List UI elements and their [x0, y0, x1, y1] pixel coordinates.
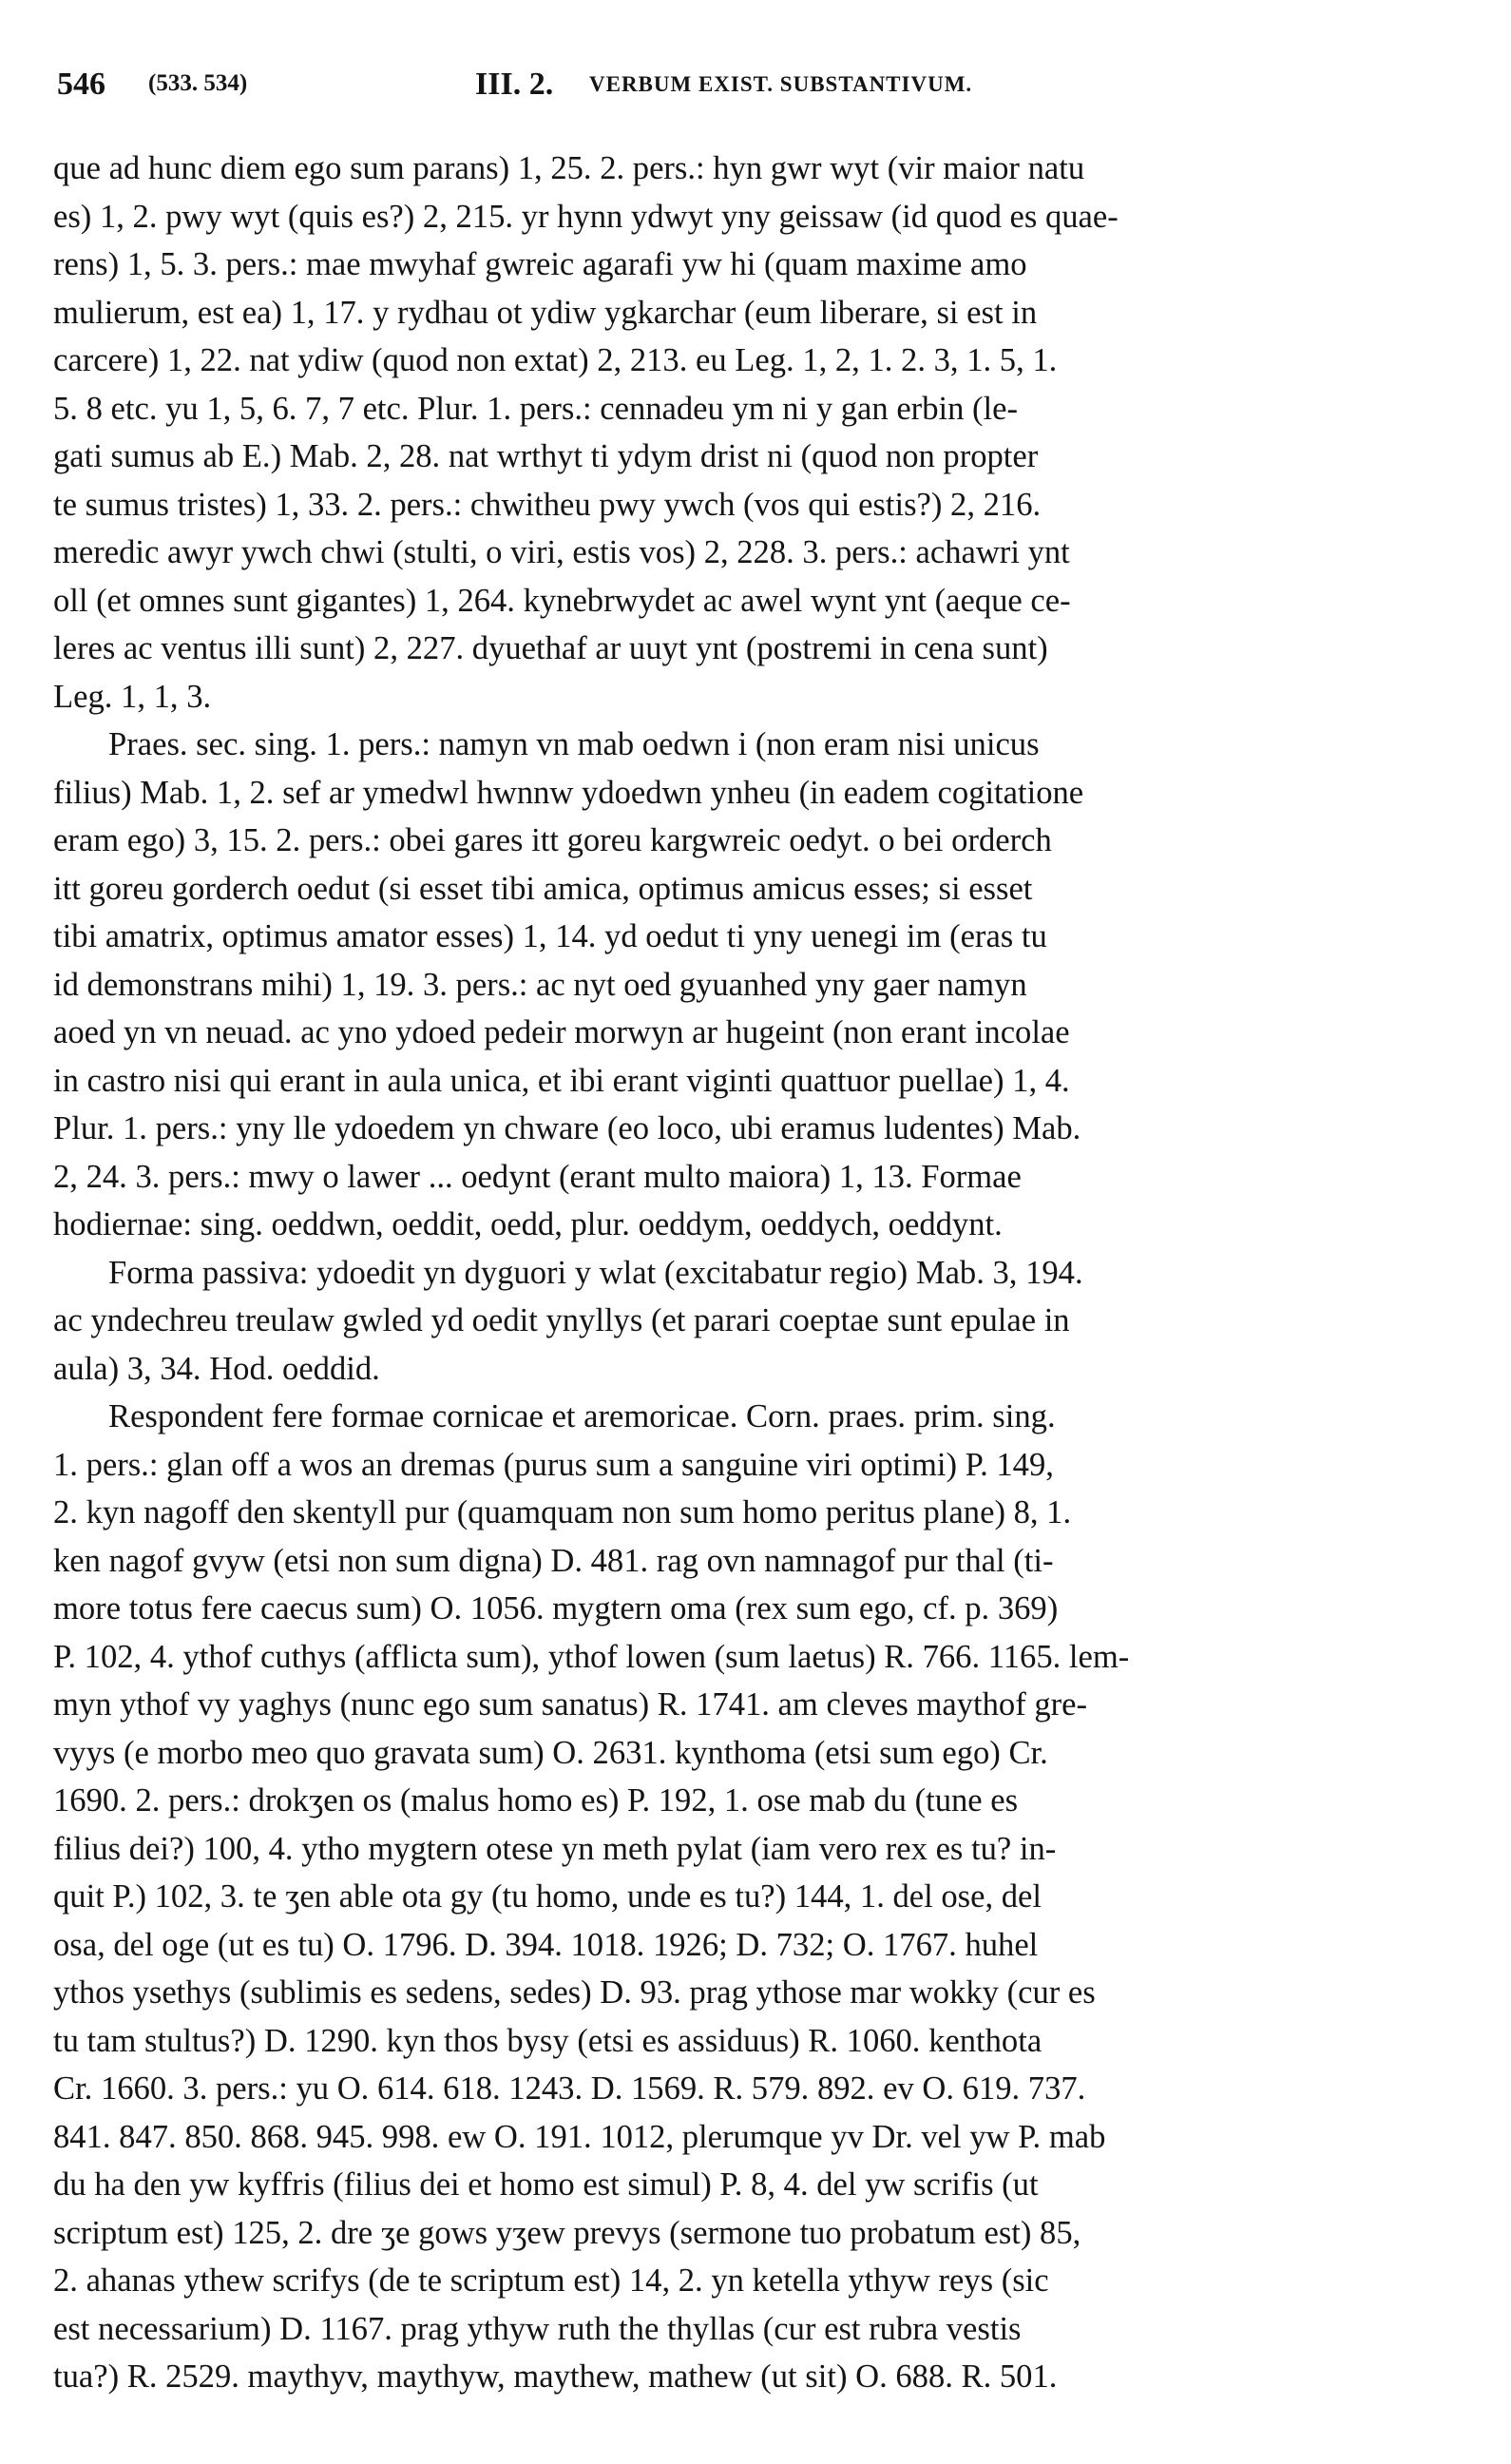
text-line: Cr. 1660. 3. pers.: yu O. 614. 618. 1243. D. 1569. R. 579. 892. ev O. 619. 737. [53, 2070, 1086, 2107]
text-line: 2. ahanas ythew scrifys (de te scriptum est) 14, 2. yn ketella ythyw reys (sic [53, 2262, 1049, 2299]
text-line: Plur. 1. pers.: yny lle ydoedem yn chware (eo loco, ubi eramus ludentes) Mab. [53, 1110, 1081, 1146]
text-line: myn ythof vy yaghys (nunc ego sum sanatus) R. 1741. am cleves maythof gre- [53, 1686, 1088, 1723]
text-line: 841. 847. 850. 868. 945. 998. ew O. 191. 1012, plerumque yv Dr. vel yw P. mab [53, 2118, 1106, 2155]
text-line: quit P.) 102, 3. te ʒen able ota gy (tu homo, unde es tu?) 144, 1. del ose, del [53, 1878, 1042, 1915]
text-line: filius) Mab. 1, 2. sef ar ymedwl hwnnw ydoedwn ynheu (in eadem cogitatione [53, 774, 1084, 811]
text-line: more totus fere caecus sum) O. 1056. mygtern oma (rex sum ego, cf. p. 369) [53, 1590, 1059, 1627]
page-number: 546 [57, 67, 105, 102]
text-line [53, 2401, 1467, 2450]
text-line: in castro nisi qui erant in aula unica, et ibi erant viginti quattuor puellae) 1, 4. [53, 1062, 1070, 1099]
text-line: 1690. 2. pers.: drokʒen os (malus homo es) P. 192, 1. ose mab du (tune es [53, 1782, 1019, 1819]
text-line: carcere) 1, 22. nat ydiw (quod non extat) 2, 213. eu Leg. 1, 2, 1. 2. 3, 1. 5, 1. [53, 342, 1058, 378]
text-line: oll (et omnes sunt gigantes) 1, 264. kynebrwydet ac awel wynt ynt (aeque ce- [53, 582, 1071, 619]
text-line: 2. kyn nagoff den skentyll pur (quamquam non sum homo peritus plane) 8, 1. [53, 1494, 1072, 1530]
text-line: est necessarium) D. 1167. prag ythyw ruth the thyllas (cur est rubra vestis [53, 2310, 1022, 2347]
text-line: ythos ysethys (sublimis es sedens, sedes) D. 93. prag ythose mar wokky (cur es [53, 1974, 1096, 2011]
text-line: vyys (e morbo meo quo gravata sum) O. 2631. kynthoma (etsi sum ego) Cr. [53, 1734, 1048, 1771]
text-line: mulierum, est ea) 1, 17. y rydhau ot ydiw ygkarchar (eum liberare, si est in [53, 294, 1038, 331]
text-line: 2, 24. 3. pers.: mwy o lawer ... oedynt (erant multo maiora) 1, 13. Formae [53, 1158, 1022, 1195]
running-header [57, 57, 1463, 114]
text-line: 5. 8 etc. yu 1, 5, 6. 7, 7 etc. Plur. 1. pers.: cennadeu ym ni y gan erbin (le- [53, 390, 1019, 427]
text-line: rens) 1, 5. 3. pers.: mae mwyhaf gwreic agarafi yw hi (quam maxime amo [53, 246, 1027, 282]
text-line: 1. pers.: glan off a wos an dremas (purus sum a sanguine viri optimi) P. 149, [53, 1446, 1054, 1483]
text-line: id demonstrans mihi) 1, 19. 3. pers.: ac nyt oed gyuanhed yny gaer namyn [53, 966, 1027, 1003]
text-line: ac yndechreu treulaw gwled yd oedit ynyllys (et parari coeptae sunt epulae in [53, 1302, 1070, 1338]
text-line: es) 1, 2. pwy wyt (quis es?) 2, 215. yr hynn ydwyt yny geissaw (id quod es quae- [53, 198, 1119, 235]
text-line: ken nagof gvyw (etsi non sum digna) D. 481. rag ovn namnagof pur thal (ti- [53, 1542, 1054, 1579]
text-line: filius dei?) 100, 4. ytho mygtern otese yn meth pylat (iam vero rex es tu? in- [53, 1830, 1057, 1867]
text-line: hodiernae: sing. oeddwn, oeddit, oedd, plur. oeddym, oeddych, oeddynt. [53, 1206, 1003, 1242]
text-line: scriptum est) 125, 2. dre ʒe gows yʒew prevys (sermone tuo probatum est) 85, [53, 2214, 1081, 2251]
text-line: Leg. 1, 1, 3. [53, 678, 212, 715]
section-number: III. 2. [475, 67, 554, 102]
text-line: que ad hunc diem ego sum parans) 1, 25. 2. pers.: hyn gwr wyt (vir maior natu [53, 150, 1085, 186]
text-line: eram ego) 3, 15. 2. pers.: obei gares itt goreu kargwreic oedyt. o bei orderch [53, 822, 1052, 858]
text-line: tu tam stultus?) D. 1290. kyn thos bysy (etsi es assiduus) R. 1060. kenthota [53, 2022, 1042, 2059]
text-line: tua?) R. 2529. maythyv, maythyw, maythew, mathew (ut sit) O. 688. R. 501. [53, 2358, 1058, 2395]
text-line: leres ac ventus illi sunt) 2, 227. dyuethaf ar uuyt ynt (postremi in cena sunt) [53, 630, 1048, 666]
text-line: P. 102, 4. ythof cuthys (afflicta sum), ythof lowen (sum laetus) R. 766. 1165. lem- [53, 1638, 1130, 1675]
text-line: itt goreu gorderch oedut (si esset tibi amica, optimus amicus esses; si esset [53, 870, 1033, 907]
text-line: du ha den yw kyffris (filius dei et homo est simul) P. 8, 4. del yw scrifis (ut [53, 2166, 1039, 2203]
text-line: meredic awyr ywch chwi (stulti, o viri, estis vos) 2, 228. 3. pers.: achawri ynt [53, 534, 1070, 570]
text-line: tibi amatrix, optimus amator esses) 1, 14. yd oedut ti yny uenegi im (eras tu [53, 918, 1047, 954]
paragraph-start-line: Forma passiva: ydoedit yn dyguori y wlat (excitabatur regio) Mab. 3, 194. [108, 1254, 1083, 1291]
text-line: te sumus tristes) 1, 33. 2. pers.: chwitheu pwy ywch (vos qui estis?) 2, 216. [53, 486, 1042, 523]
paragraph-start-line: Respondent fere formae cornicae et aremoricae. Corn. praes. prim. sing. [108, 1398, 1056, 1434]
paragraph-start-line: Praes. sec. sing. 1. pers.: namyn vn mab oedwn i (non eram nisi unicus [108, 726, 1040, 762]
text-line: aula) 3, 34. Hod. oeddid. [53, 1350, 380, 1387]
running-title: VERBUM EXIST. SUBSTANTIVUM. [589, 72, 973, 96]
page-references: (533. 534) [148, 70, 248, 96]
text-line: gati sumus ab E.) Mab. 2, 28. nat wrthyt ti ydym drist ni (quod non propter [53, 438, 1039, 474]
text-line: aoed yn vn neuad. ac yno ydoed pedeir morwyn ar hugeint (non erant incolae [53, 1014, 1070, 1050]
text-line: osa, del oge (ut es tu) O. 1796. D. 394. 1018. 1926; D. 732; O. 1767. huhel [53, 1926, 1039, 1963]
text-body [53, 144, 1467, 2449]
